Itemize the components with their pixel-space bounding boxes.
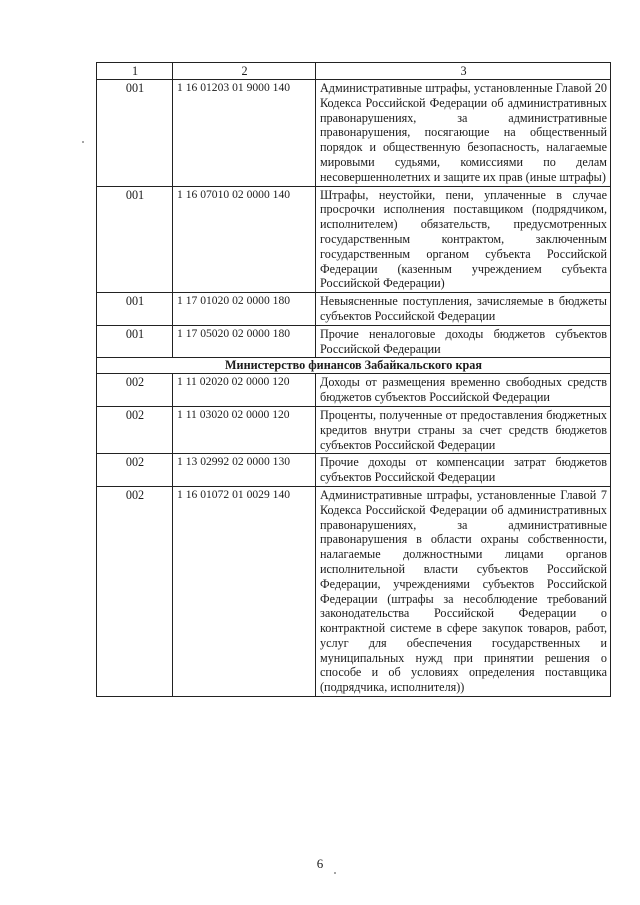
table-header-row — [97, 63, 611, 80]
column-header: 3 — [316, 63, 611, 80]
revenue-description-cell: Невыясненные поступления, зачисляемые в бюджеты субъектов Российской Федерации — [316, 293, 611, 326]
table-row — [97, 80, 611, 187]
table-row — [97, 406, 611, 453]
revenue-description-cell: Прочие неналоговые доходы бюджетов субъектов Российской Федерации — [316, 325, 611, 358]
admin-code-cell: 002 — [97, 374, 173, 407]
table-row — [97, 325, 611, 358]
admin-code-cell: 002 — [97, 406, 173, 453]
revenue-code-cell: 1 13 02992 02 0000 130 — [173, 454, 316, 487]
admin-code-cell: 002 — [97, 486, 173, 696]
revenue-code-cell: 1 16 07010 02 0000 140 — [173, 186, 316, 293]
revenue-description-cell: Прочие доходы от компенсации затрат бюджетов субъектов Российской Федерации — [316, 454, 611, 487]
admin-code-cell: 002 — [97, 454, 173, 487]
revenue-code-cell: 1 16 01203 01 9000 140 — [173, 80, 316, 187]
column-header: 2 — [173, 63, 316, 80]
revenue-code-cell: 1 16 01072 01 0029 140 — [173, 486, 316, 696]
revenue-code-cell: 1 11 03020 02 0000 120 — [173, 406, 316, 453]
admin-code-cell: 001 — [97, 325, 173, 358]
table-row — [97, 293, 611, 326]
revenue-description-cell: Административные штрафы, установленные Главой 7 Кодекса Российской Федерации об административных правонарушениях, за административные правонарушения в области охраны собственности, налагаемые должностными лицами органов исполнительной власти субъектов Российской Федерации, учреждениями субъектов Российской Федерации (штрафы за несоблюдение требований законодательства Российской Федерации о контрактной системе в сфере закупок товаров, работ, услуг для обеспечения государственных и муниципальных нужд при принятии решения о способе и об условиях определения поставщика (подрядчика, исполнителя)) — [316, 486, 611, 696]
admin-code-cell: 001 — [97, 80, 173, 187]
admin-code-cell: 001 — [97, 186, 173, 293]
table-row — [97, 186, 611, 293]
revenue-code-cell: 1 17 01020 02 0000 180 — [173, 293, 316, 326]
revenue-code-cell: 1 17 05020 02 0000 180 — [173, 325, 316, 358]
column-header: 1 — [97, 63, 173, 80]
revenue-description-cell: Штрафы, неустойки, пени, уплаченные в случае просрочки исполнения поставщиком (подрядчиком, исполнителем) обязательств, предусмотренных государственным контрактом, заключенным государственным органом субъекта Российской Федерации (казенным учреждением субъекта Российской Федерации) — [316, 186, 611, 293]
revenue-code-cell: 1 11 02020 02 0000 120 — [173, 374, 316, 407]
page-number: 6 — [316, 856, 324, 871]
table-row — [97, 486, 611, 696]
section-title: Министерство финансов Забайкальского края — [97, 358, 611, 374]
table-row — [97, 374, 611, 407]
table-row — [97, 454, 611, 487]
section-header-row — [97, 358, 611, 374]
admin-code-cell: 001 — [97, 293, 173, 326]
scan-speck — [82, 141, 84, 143]
revenue-description-cell: Административные штрафы, установленные Главой 20 Кодекса Российской Федерации об административных правонарушениях, за административные правонарушения, посягающие на общественный порядок и общественную безопасность, налагаемые мировыми судьями, комиссиями по делам несовершеннолетних и защите их прав (иные штрафы) — [316, 80, 611, 187]
revenue-description-cell: Проценты, полученные от предоставления бюджетных кредитов внутри страны за счет средств бюджетов субъектов Российской Федерации — [316, 406, 611, 453]
scan-speck — [334, 872, 336, 874]
revenue-codes-table — [96, 62, 611, 697]
revenue-description-cell: Доходы от размещения временно свободных средств бюджетов субъектов Российской Федерации — [316, 374, 611, 407]
